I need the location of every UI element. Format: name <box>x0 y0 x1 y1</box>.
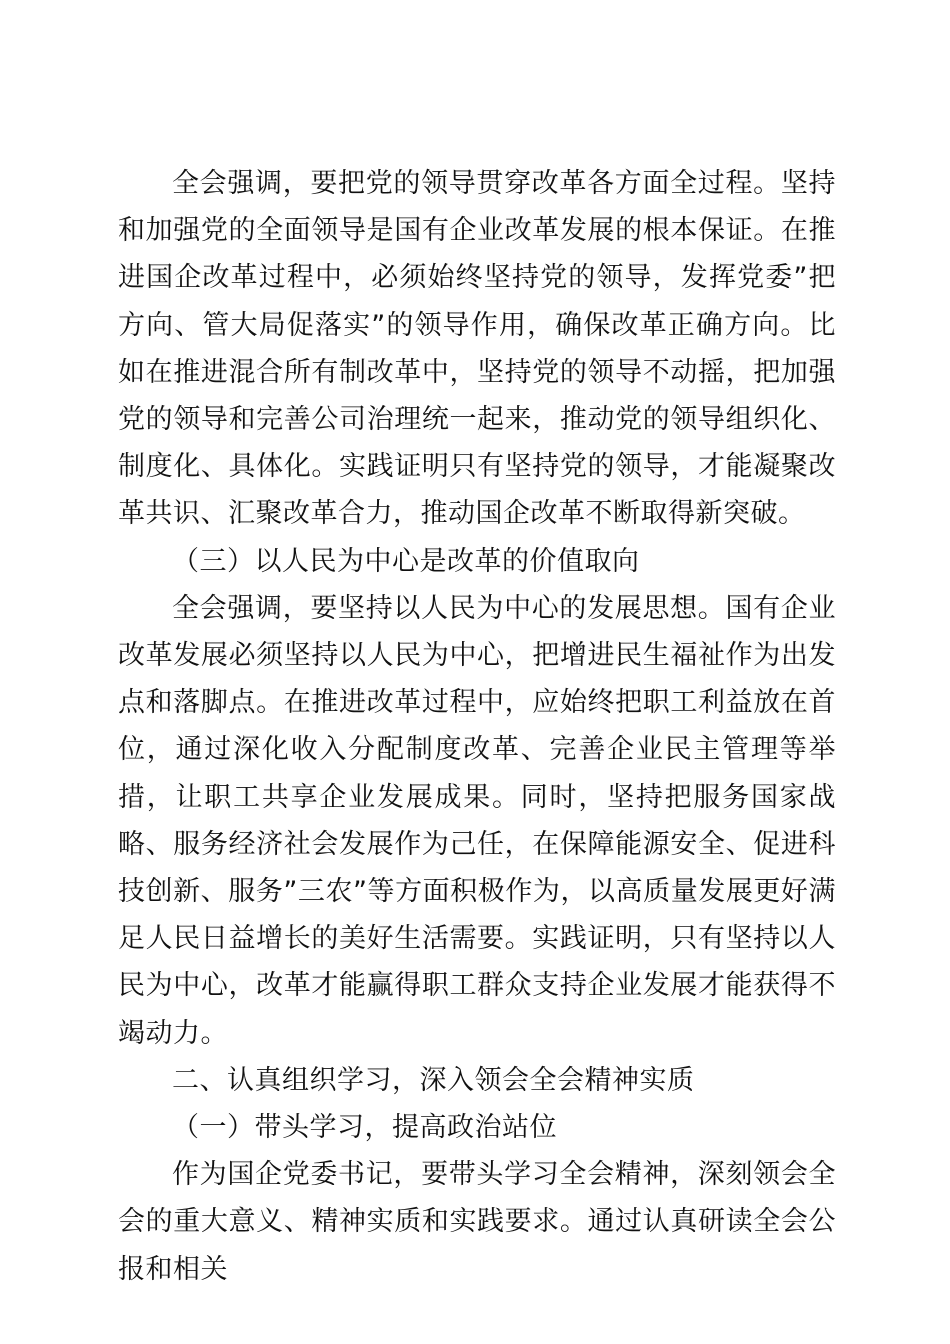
document-page <box>118 160 836 1293</box>
section-heading-people-centered: （三）以人民为中心是改革的价值取向 <box>172 545 640 577</box>
section-heading-lead-study: （一）带头学习，提高政治站位 <box>172 1112 557 1144</box>
chapter-heading-organize-study: 二、认真组织学习，深入领会全会精神实质 <box>172 1064 695 1096</box>
paragraph-lead-study: 作为国企党委书记，要带头学习全会精神，深刻领会全会的重大意义、精神实质和实践要求。通过认真研读全会公报和相关 <box>118 1159 836 1285</box>
paragraph-party-leadership: 全会强调，要把党的领导贯穿改革各方面全过程。坚持和加强党的全面领导是国有企业改革发展的根本保证。在推进国企改革过程中，必须始终坚持党的领导，发挥党委”把方向、管大局促落实”的领导作用，确保改革正确方向。比如在推进混合所有制改革中，坚持党的领导不动摇，把加强党的领导和完善公司治理统一起来，推动党的领导组织化、制度化、具体化。实践证明只有坚持党的领导，才能凝聚改革共识、汇聚改革合力，推动国企改革不断取得新突破。 <box>118 168 836 530</box>
paragraph-people-centered: 全会强调，要坚持以人民为中心的发展思想。国有企业改革发展必须坚持以人民为中心，把增进民生福祉作为出发点和落脚点。在推进改革过程中，应始终把职工利益放在首位，通过深化收入分配制度改革、完善企业民主管理等举措，让职工共享企业发展成果。同时，坚持把服务国家战略、服务经济社会发展作为己任，在保障能源安全、促进科技创新、服务”三农”等方面积极作为，以高质量发展更好满足人民日益增长的美好生活需要。实践证明，只有坚持以人民为中心，改革才能赢得职工群众支持企业发展才能获得不竭动力。 <box>118 592 836 1049</box>
